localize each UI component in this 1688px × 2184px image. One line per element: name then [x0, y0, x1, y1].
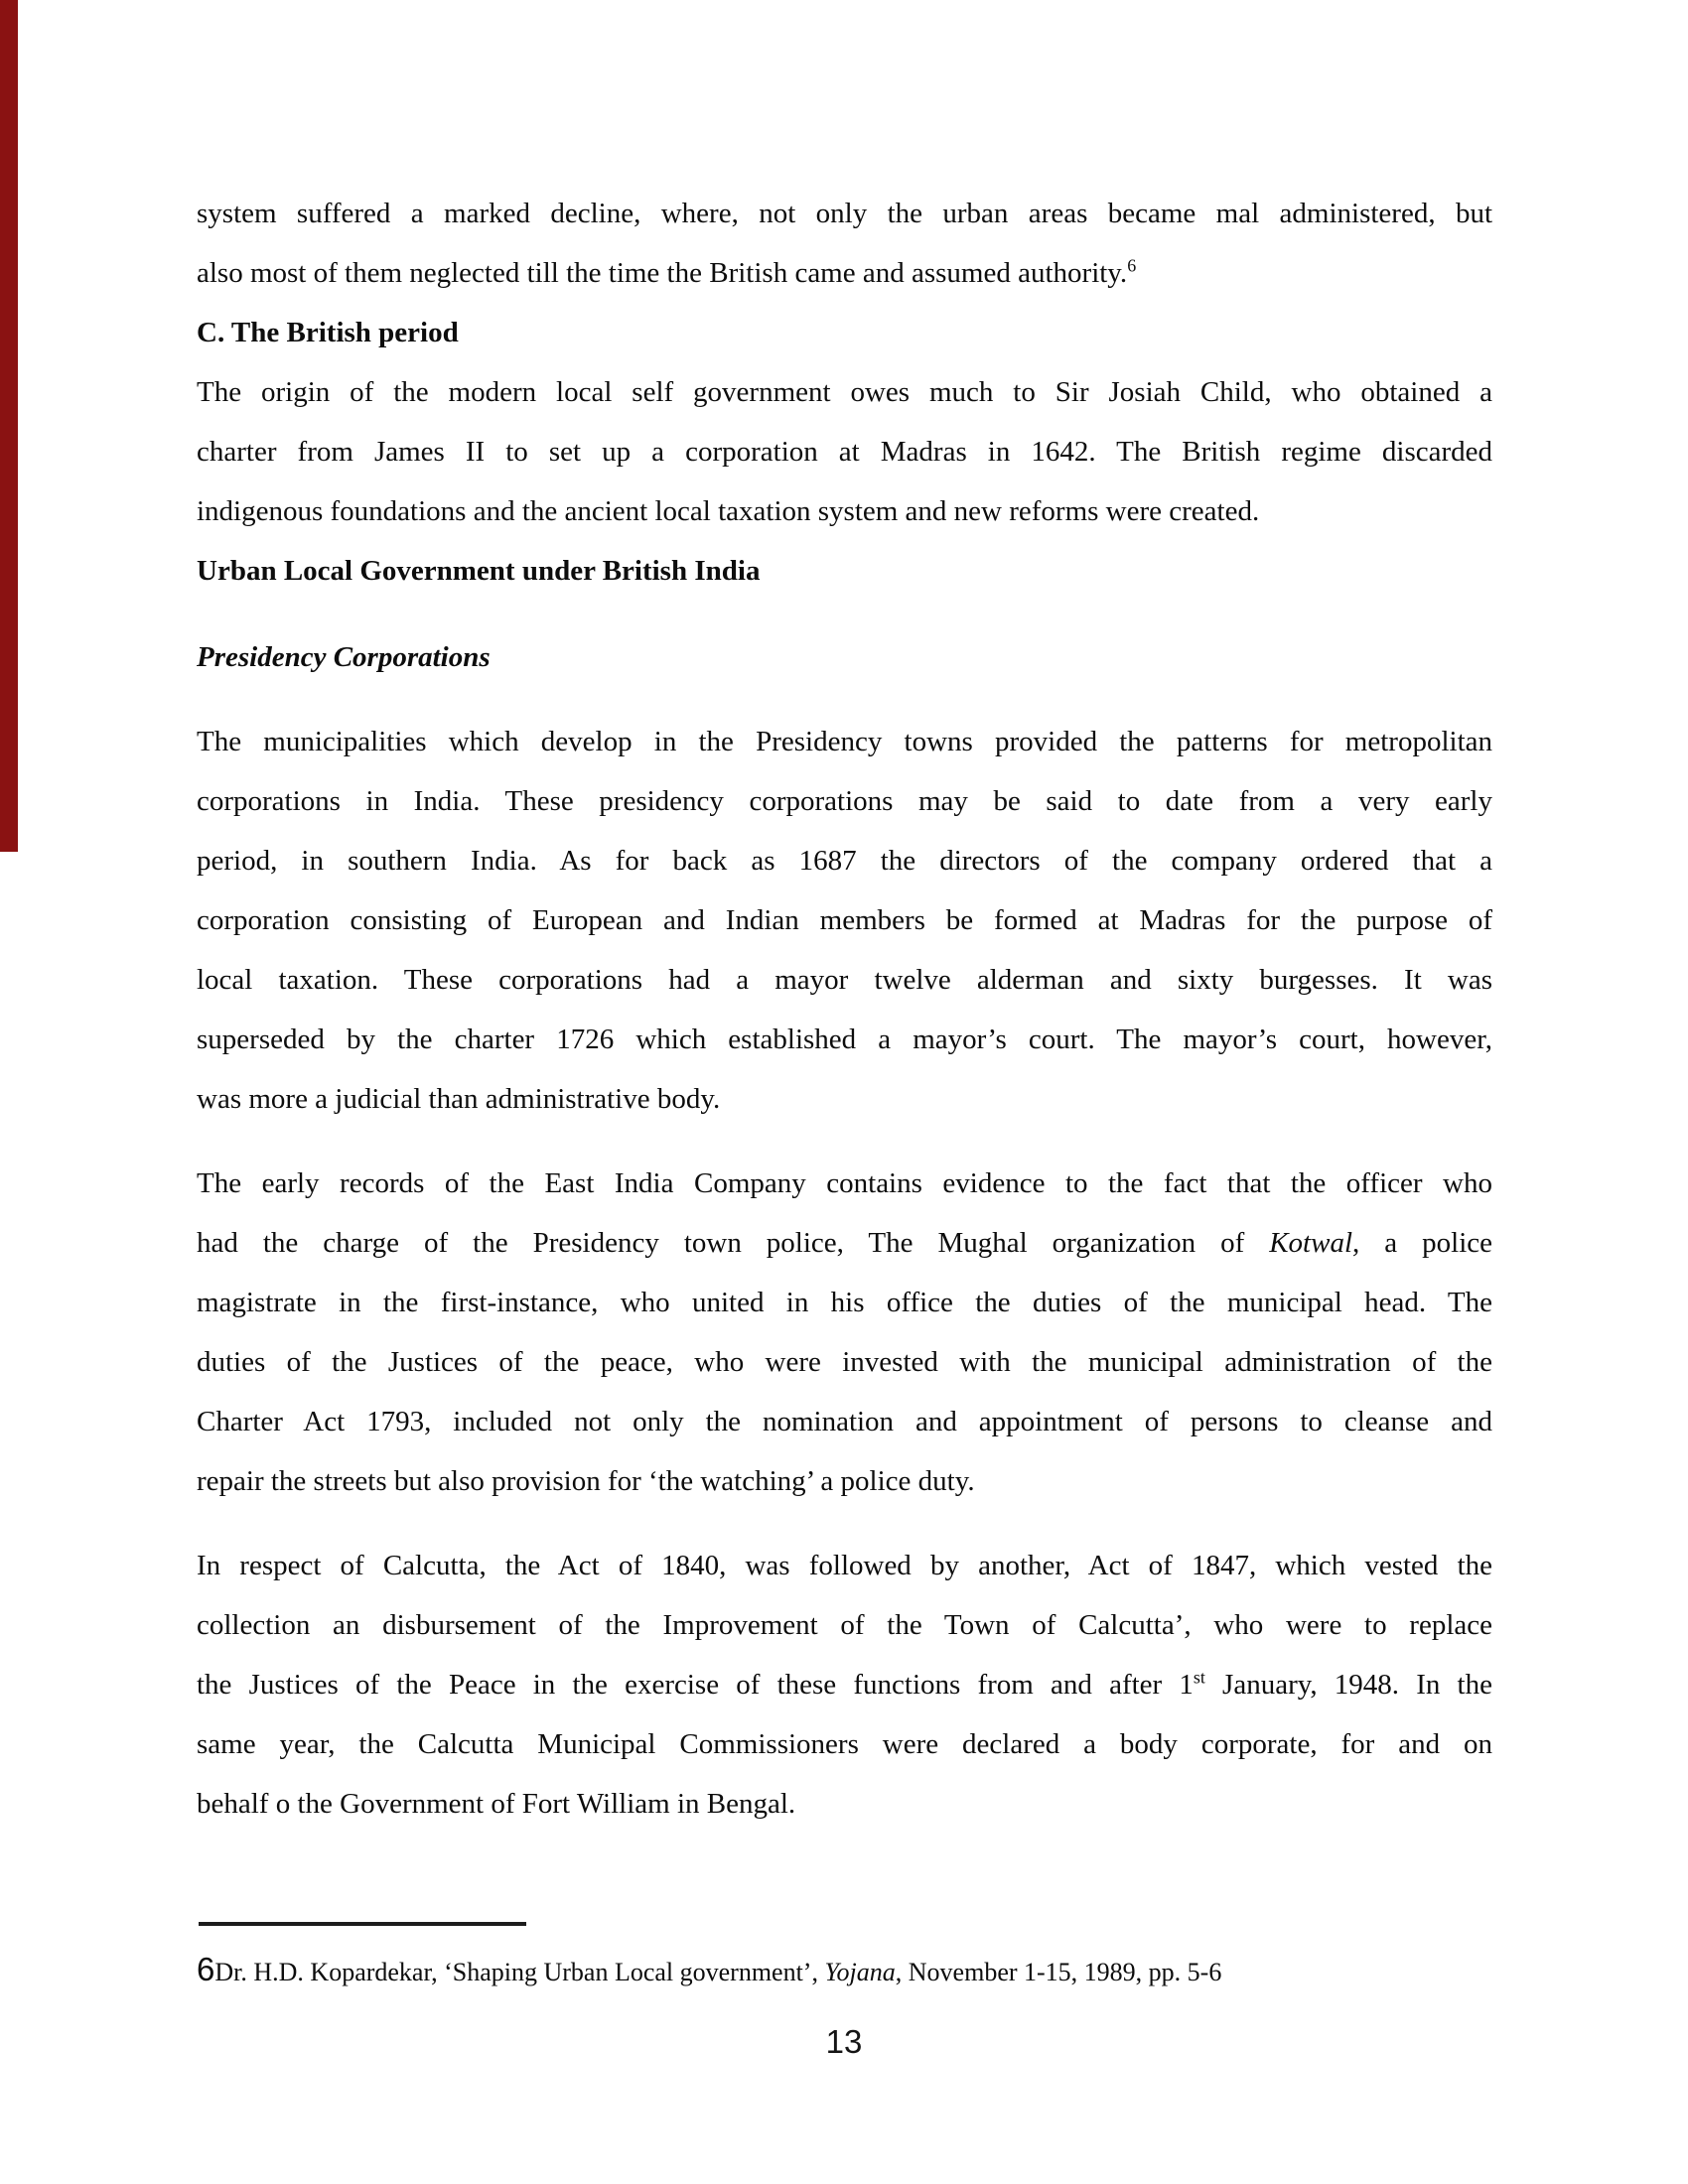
text-line: duties of the Justices of the peace, who were invested with the municipal administration of the: [197, 1346, 1492, 1378]
paragraph-municipalities: [197, 712, 1492, 1129]
text-line: collection an disbursement of the Improvement of the Town of Calcutta’, who were to replace: [197, 1609, 1492, 1641]
text-line: C. The British period: [197, 317, 459, 348]
text-line: behalf o the Government of Fort William in Bengal.: [197, 1788, 796, 1820]
text-line: indigenous foundations and the ancient local taxation system and new reforms were created.: [197, 495, 1260, 527]
text-line: local taxation. These corporations had a mayor twelve alderman and sixty burgesses. It was: [197, 964, 1492, 996]
paragraph-early-records: [197, 1154, 1492, 1511]
heading-british-period: [197, 303, 1492, 362]
paragraph-decline: [197, 184, 1492, 303]
text-line: 6Dr. H.D. Kopardekar, ‘Shaping Urban Local government’, Yojana, November 1-15, 1989, pp. 5-6: [197, 1951, 1222, 1987]
text-line: system suffered a marked decline, where, not only the urban areas became mal administered, but: [197, 198, 1492, 229]
footnote: [197, 1944, 1492, 1995]
text-line: was more a judicial than administrative body.: [197, 1083, 721, 1115]
heading-presidency-corporations: [197, 627, 1492, 687]
text-line: The municipalities which develop in the Presidency towns provided the patterns for metropolitan: [197, 726, 1492, 757]
paragraph-calcutta-acts: [197, 1536, 1492, 1834]
text-line: Charter Act 1793, included not only the nomination and appointment of persons to cleanse and: [197, 1406, 1492, 1437]
text-line: magistrate in the first-instance, who united in his office the duties of the municipal head. The: [197, 1287, 1492, 1318]
text-block: [197, 184, 1492, 1834]
text-line: The origin of the modern local self government owes much to Sir Josiah Child, who obtained a: [197, 376, 1492, 408]
text-line: corporation consisting of European and Indian members be formed at Madras for the purpose of: [197, 904, 1492, 936]
text-line: Presidency Corporations: [197, 641, 491, 673]
binding-edge-stripe: [0, 0, 18, 852]
text-line: repair the streets but also provision for ‘the watching’ a police duty.: [197, 1465, 975, 1497]
heading-urban-local-government: [197, 541, 1492, 601]
text-line: The early records of the East India Company contains evidence to the fact that the officer who: [197, 1167, 1492, 1199]
text-line: corporations in India. These presidency corporations may be said to date from a very early: [197, 785, 1492, 817]
text-line: In respect of Calcutta, the Act of 1840, was followed by another, Act of 1847, which vested the: [197, 1550, 1492, 1581]
text-line: Urban Local Government under British India: [197, 555, 761, 587]
footnote-separator: [199, 1922, 526, 1926]
paragraph-origin: [197, 362, 1492, 541]
text-line: superseded by the charter 1726 which established a mayor’s court. The mayor’s court, however,: [197, 1024, 1492, 1055]
text-line: charter from James II to set up a corporation at Madras in 1642. The British regime discarded: [197, 436, 1492, 468]
text-line: had the charge of the Presidency town police, The Mughal organization of Kotwal, a police: [197, 1227, 1492, 1259]
text-line: same year, the Calcutta Municipal Commissioners were declared a body corporate, for and on: [197, 1728, 1492, 1760]
text-line: period, in southern India. As for back as 1687 the directors of the company ordered that a: [197, 845, 1492, 877]
text-line: also most of them neglected till the time the British came and assumed authority.$^6$: [197, 255, 1137, 289]
page-number: 13: [825, 2023, 863, 2060]
text-line: the Justices of the Peace in the exercise of these functions from and after 1st January, 1948. In the: [197, 1667, 1492, 1701]
